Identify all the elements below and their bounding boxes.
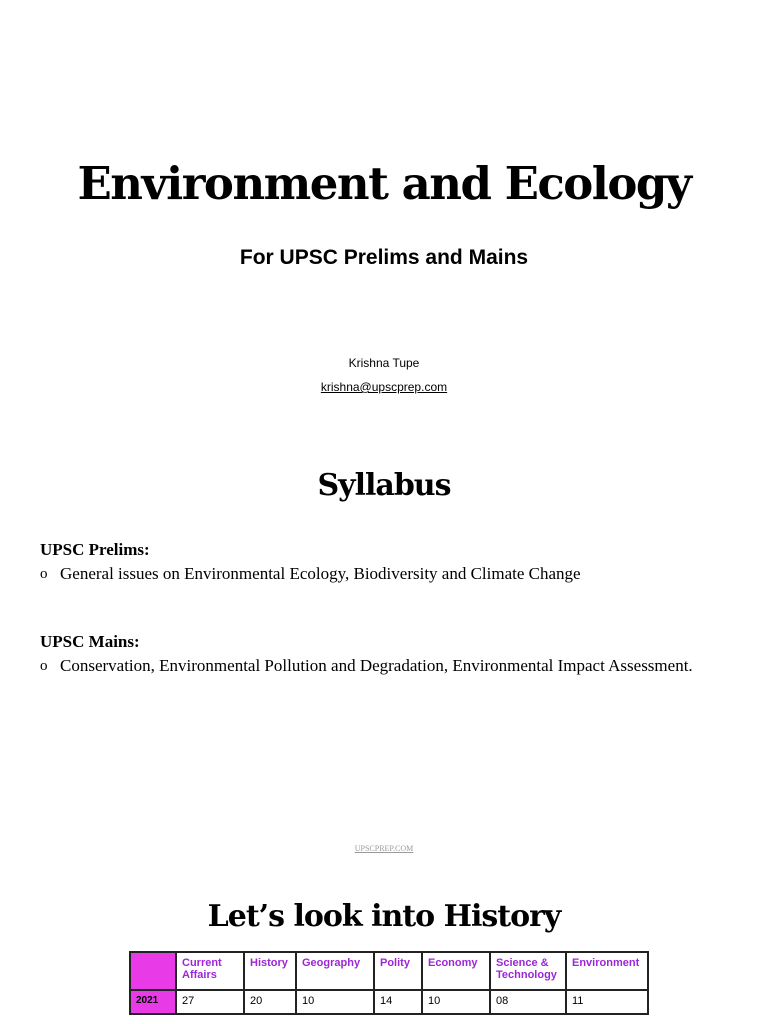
table-cell: 20	[244, 990, 296, 1014]
column-header: Economy	[422, 952, 490, 990]
mains-heading: UPSC Mains:	[40, 632, 140, 651]
column-header: History	[244, 952, 296, 990]
author-name: Krishna Tupe	[348, 356, 420, 370]
column-header: Polity	[374, 952, 422, 990]
author-email	[0, 379, 768, 395]
history-table	[129, 951, 649, 1015]
prelims-list-item	[40, 562, 730, 586]
prelims-section	[40, 538, 730, 586]
bullet-circle-icon: o	[40, 658, 48, 674]
prelims-heading: UPSC Prelims:	[40, 540, 150, 559]
year-cell: 2021	[130, 990, 176, 1014]
table-cell: 11	[566, 990, 648, 1014]
column-header: Science & Technology	[490, 952, 566, 990]
mains-section	[40, 630, 730, 678]
page-title: Environment and Ecology	[77, 157, 691, 210]
table-cell: 10	[422, 990, 490, 1014]
history-title: Let’s look into History	[207, 899, 561, 934]
author-email-link[interactable]: krishna@upscprep.com	[320, 380, 448, 394]
table-cell: 10	[296, 990, 374, 1014]
table-cell: 14	[374, 990, 422, 1014]
syllabus-title: Syllabus	[317, 468, 451, 503]
column-header: Environment	[566, 952, 648, 990]
prelims-item-text: General issues on Environmental Ecology, Biodiversity and Climate Change	[60, 564, 581, 583]
table-header-row	[130, 952, 648, 990]
table-row	[130, 990, 648, 1014]
watermark-link[interactable]: UPSCPREP.COM	[354, 844, 414, 853]
column-header: Geography	[296, 952, 374, 990]
table-cell: 27	[176, 990, 244, 1014]
bullet-circle-icon: o	[40, 566, 48, 582]
page-subtitle: For UPSC Prelims and Mains	[239, 246, 529, 269]
table-corner-cell	[130, 952, 176, 990]
mains-list-item	[40, 654, 730, 678]
column-header: Current Affairs	[176, 952, 244, 990]
table-cell: 08	[490, 990, 566, 1014]
mains-item-text: Conservation, Environmental Pollution and Degradation, Environmental Impact Assessment.	[60, 656, 693, 675]
